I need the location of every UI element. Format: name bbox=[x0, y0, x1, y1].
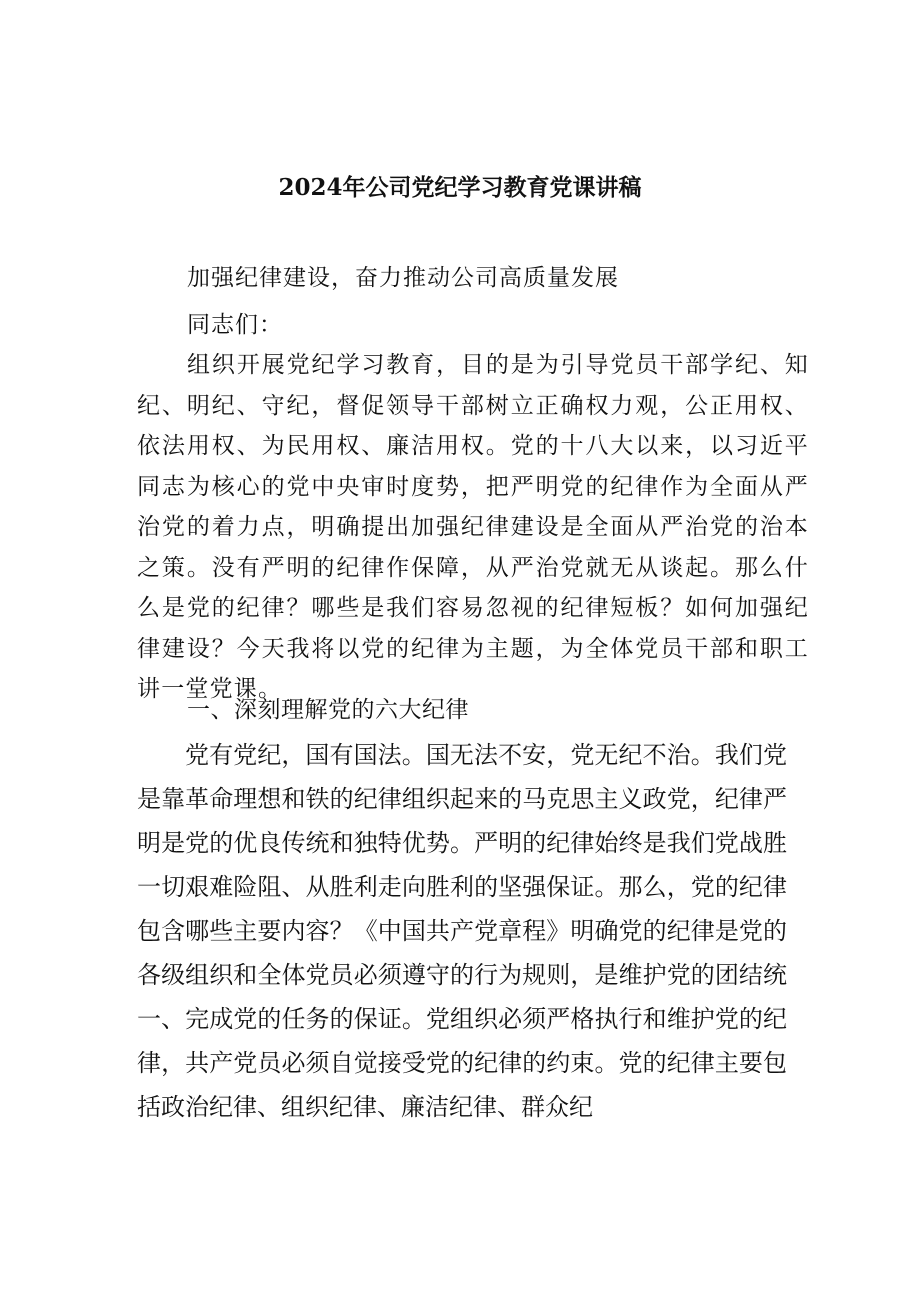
section-heading: 一、深刻理解党的六大纪律 bbox=[187, 697, 469, 723]
section-paragraph: 党有党纪，国有国法。国无法不安，党无纪不治。我们党是靠革命理想和铁的纪律组织起来的马克思主义政党，纪律严明是党的优良传统和独特优势。严明的纪律始终是我们党战胜一切艰难险阻、从胜利走向胜利的坚强保证。那么，党的纪律包含哪些主要内容？《中国共产党章程》明确党的纪律是党的各级组织和全体党员必须遵守的行为规则，是维护党的团结统一、完成党的任务的保证。党组织必须严格执行和维护党的纪律，共产党员必须自觉接受党的纪律的约束。党的纪律主要包括政治纪律、组织纪律、廉洁纪律、群众纪 bbox=[137, 741, 787, 1121]
salutation: 同志们： bbox=[187, 312, 283, 338]
document-subtitle: 加强纪律建设，奋力推动公司高质量发展 bbox=[187, 265, 619, 291]
intro-paragraph: 组织开展党纪学习教育，目的是为引导党员干部学纪、知纪、明纪、守纪，督促领导干部树立正确权力观，公正用权、依法用权、为民用权、廉洁用权。党的十八大以来，以习近平同志为核心的党中央审时度势，把严明党的纪律作为全面从严治党的着力点，明确提出加强纪律建设是全面从严治党的治本之策。没有严明的纪律作保障，从严治党就无从谈起。那么什么是党的纪律？哪些是我们容易忽视的纪律短板？如何加强纪律建设？今天我将以党的纪律为主题，为全体党员干部和职工讲一堂党课。 bbox=[137, 352, 809, 702]
document-title: 2024年公司党纪学习教育党课讲稿 bbox=[278, 174, 642, 201]
